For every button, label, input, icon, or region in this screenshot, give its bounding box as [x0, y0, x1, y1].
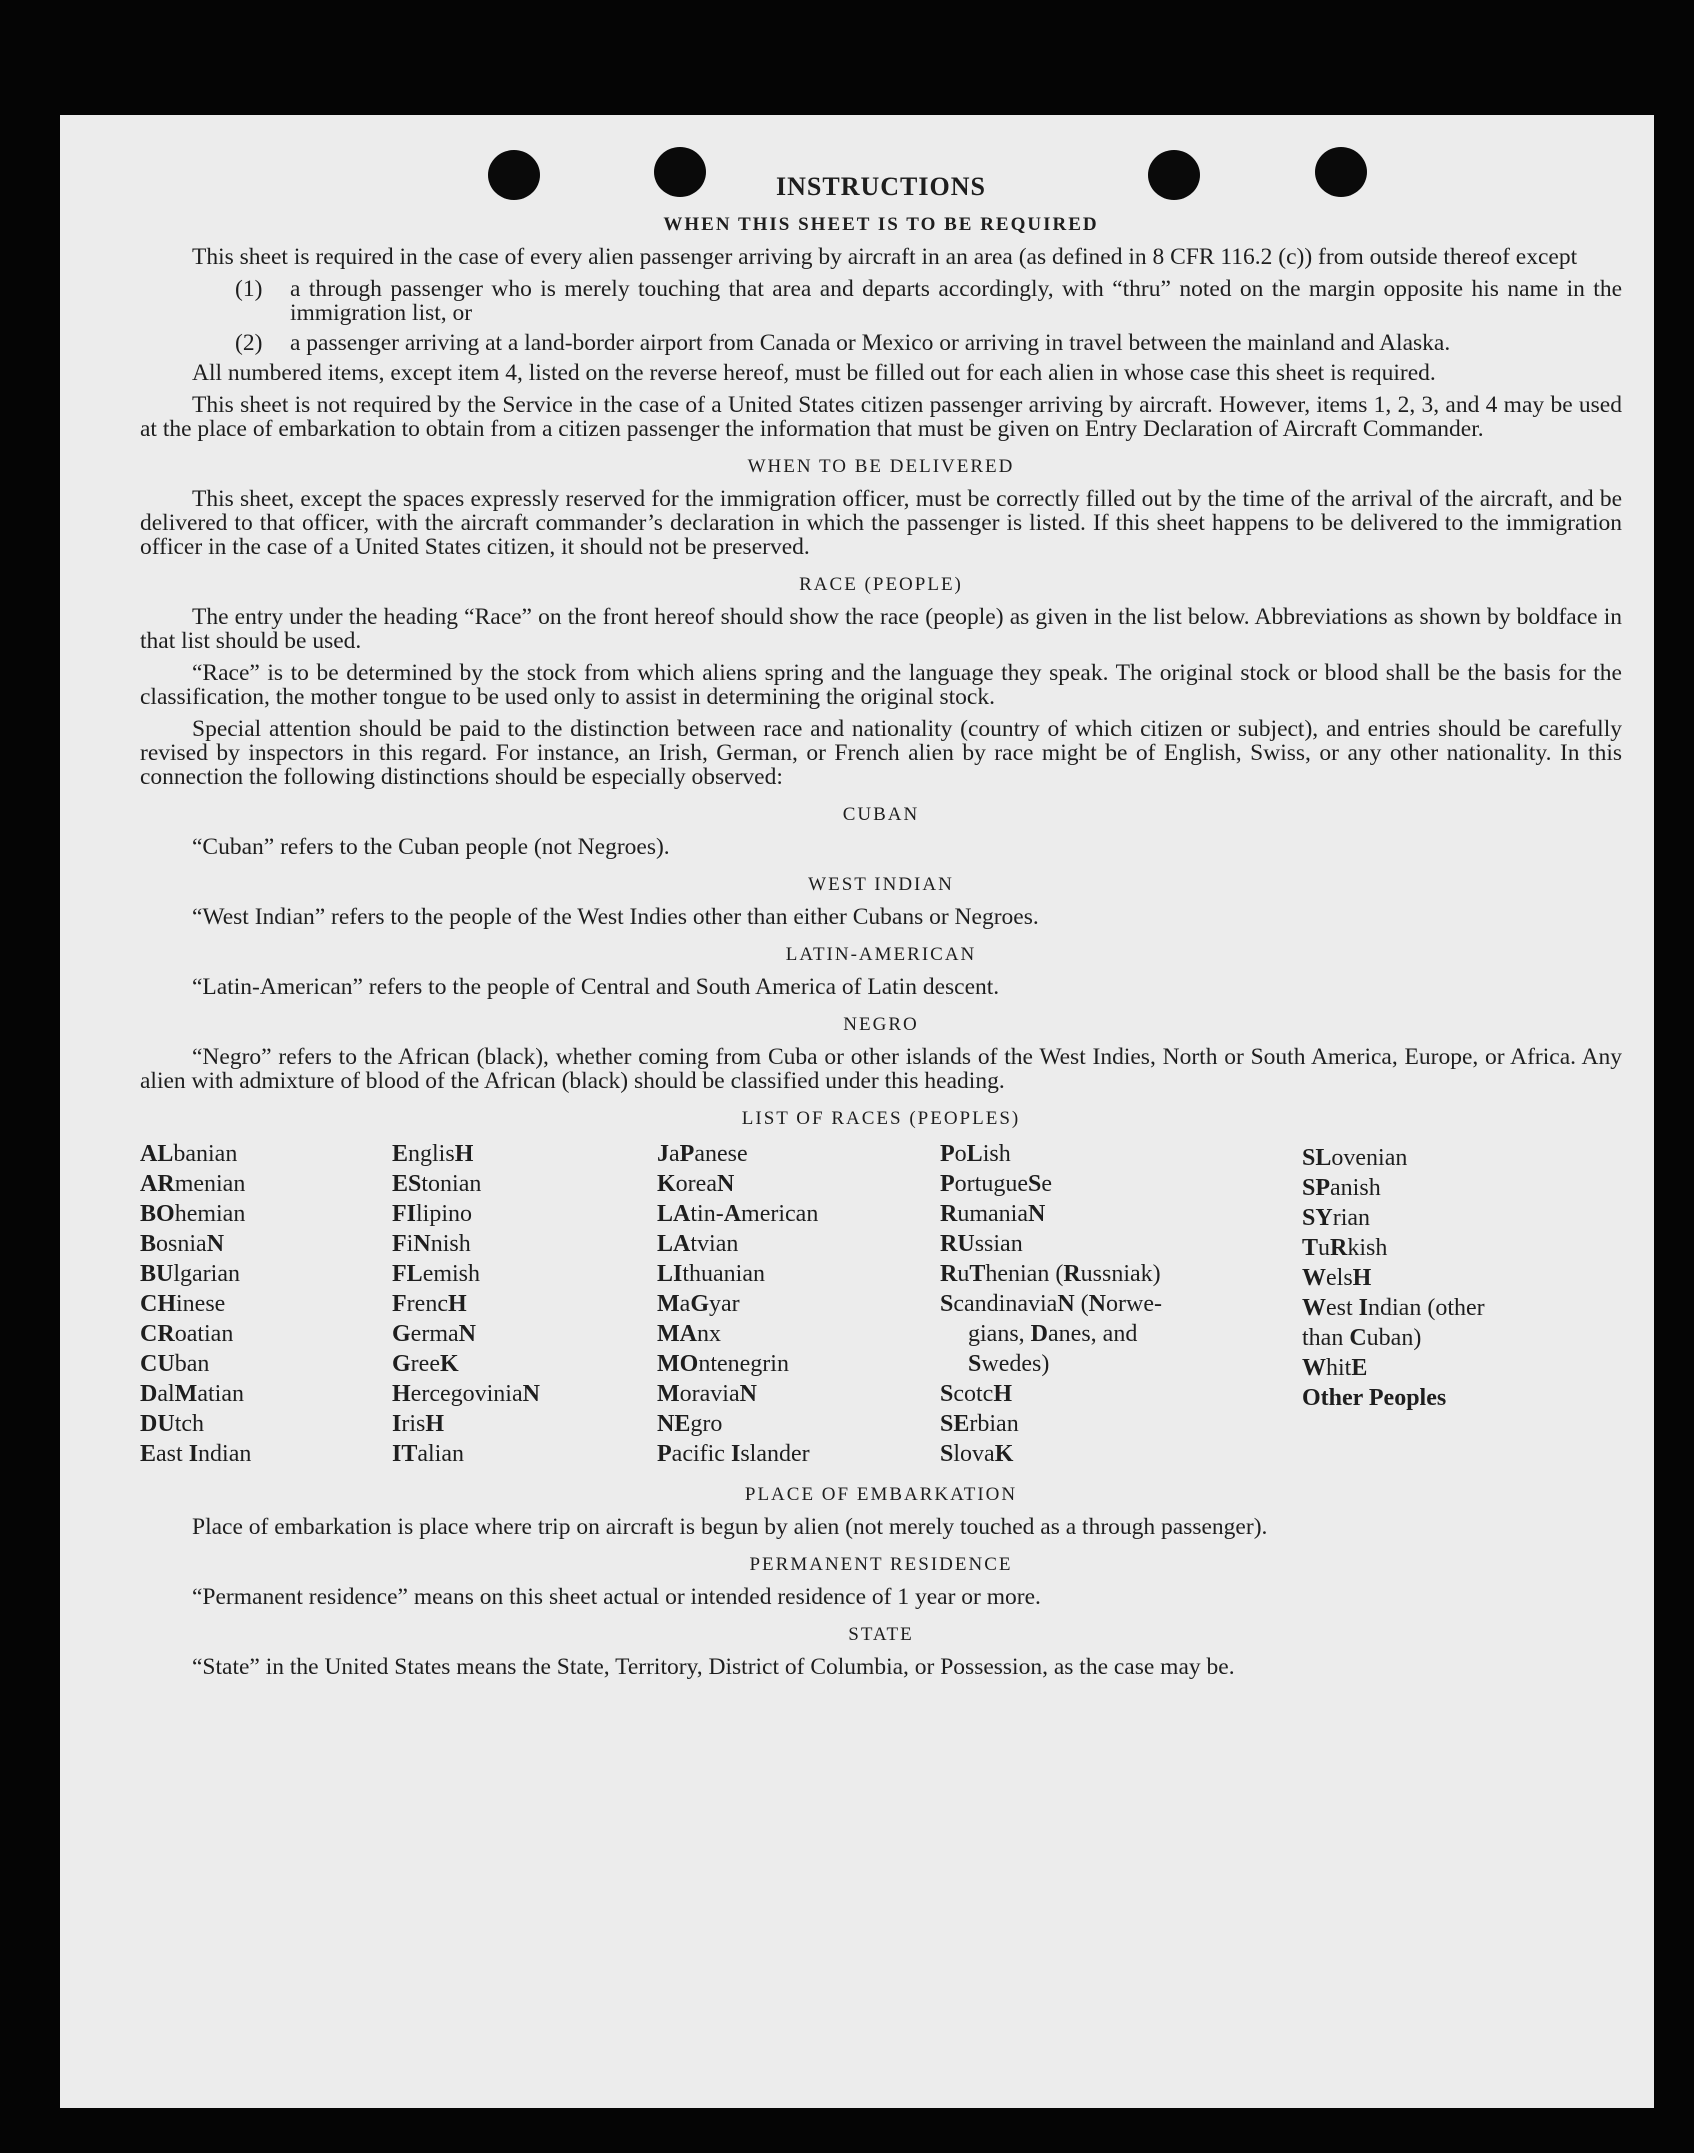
list-item: PoLish: [940, 1141, 1011, 1167]
heading-delivered: WHEN TO BE DELIVERED: [747, 456, 1015, 477]
list-item: gians, Danes, and: [968, 1321, 1138, 1347]
required-para2: All numbered items, except item 4, listed on the reverse hereof, must be filled out for each alien in whose case this sheet is required.: [192, 360, 1436, 386]
heading-negro: NEGRO: [843, 1014, 919, 1035]
list-item: NEgro: [657, 1411, 723, 1437]
heading-cuban: CUBAN: [842, 804, 920, 825]
heading-residence: PERMANENT RESIDENCE: [749, 1554, 1013, 1575]
list-item: ScotcH: [940, 1381, 1013, 1407]
list-item: CHinese: [140, 1291, 226, 1317]
races-column-4: [940, 1139, 1302, 1469]
list-item: West Indian (other: [1302, 1295, 1485, 1321]
list-item: GermaN: [392, 1321, 476, 1347]
list-item: CUban: [140, 1351, 210, 1377]
list-item: LAtvian: [657, 1231, 739, 1257]
list-item: WelsH: [1302, 1265, 1372, 1291]
list-item: GreeK: [392, 1351, 459, 1377]
west-indian-text: “West Indian” refers to the people of the West Indies other than either Cubans or Negroes.: [192, 904, 1039, 930]
list-item: ARmenian: [140, 1171, 246, 1197]
required-para3: This sheet is not required by the Service in the case of a United States citizen passenger arriving by aircraft. However, items 1, 2, 3, and 4 may be used at the place of embarkation to obtain from a citizen passenger the information that must be given on Entry Declaration of Aircraft Commander.: [140, 392, 1622, 442]
heading-west-indian: WEST INDIAN: [808, 874, 954, 895]
list-item: IrisH: [392, 1411, 445, 1437]
residence-text: “Permanent residence” means on this sheet actual or intended residence of 1 year or more.: [192, 1584, 1041, 1610]
list-item: FLemish: [392, 1261, 481, 1287]
list-item: JaPanese: [657, 1141, 748, 1167]
heading-list-of-races: LIST OF RACES (PEOPLES): [741, 1108, 1021, 1129]
list-item: MoraviaN: [657, 1381, 757, 1407]
list-item: Swedes): [968, 1351, 1050, 1377]
list-item: HercegoviniaN: [392, 1381, 540, 1407]
race-para3: Special attention should be paid to the distinction between race and nationality (country of which citizen or subject), and entries should be carefully revised by inspectors in this regard. For instance, an Irish, German, or French alien by race might be of English, Swiss, or any other nationality. In this connection the following distinctions should be especially observed:: [140, 716, 1622, 790]
heading-embarkation: PLACE OF EMBARKATION: [744, 1484, 1018, 1505]
delivered-text: This sheet, except the spaces expressly reserved for the immigration officer, must be correctly filled out by the time of the arrival of the aircraft, and be delivered to that officer, with the aircraft commander’s declaration in which the passenger is listed. If this sheet happens to be delivered to the immigration officer in the case of a United States citizen, it should not be preserved.: [140, 486, 1622, 560]
heading-race: RACE (PEOPLE): [799, 574, 963, 595]
cuban-text: “Cuban” refers to the Cuban people (not Negroes).: [192, 834, 670, 860]
list-item: Pacific Islander: [657, 1441, 810, 1467]
list-item: Other Peoples: [1302, 1385, 1447, 1411]
list-item: SYrian: [1302, 1205, 1371, 1231]
list-item: MOntenegrin: [657, 1351, 789, 1377]
latin-american-text: “Latin-American” refers to the people of Central and South America of Latin descent.: [192, 974, 1000, 1000]
races-column-2: [392, 1139, 657, 1469]
list-item: WhitE: [1302, 1355, 1368, 1381]
list-item: BosniaN: [140, 1231, 225, 1257]
list-item: RuThenian (Russniak): [940, 1261, 1161, 1287]
list-item: RUssian: [940, 1231, 1023, 1257]
races-column-5: [1302, 1139, 1592, 1469]
list-item: SPanish: [1302, 1175, 1381, 1201]
list-item: LAtin-American: [657, 1201, 819, 1227]
list-item: SLovenian: [1302, 1145, 1408, 1171]
instructions-content: [140, 172, 1622, 1687]
item-text: a passenger arriving at a land-border airport from Canada or Mexico or arriving in travel between the mainland and Alaska.: [290, 330, 1451, 356]
races-column-3: [657, 1139, 940, 1469]
list-item: [140, 277, 1622, 325]
race-para1: The entry under the heading “Race” on the front hereof should show the race (people) as given in the list below. Abbreviations as shown by boldface in that list should be used.: [140, 604, 1622, 654]
list-item: ScandinaviaN (Norwe-: [940, 1291, 1162, 1317]
heading-required: WHEN THIS SHEET IS TO BE REQUIRED: [663, 214, 1099, 235]
list-item: FIlipino: [392, 1201, 473, 1227]
document-page: [60, 115, 1654, 2108]
list-item: DUtch: [140, 1411, 205, 1437]
list-item: East Indian: [140, 1441, 252, 1467]
page-title: INSTRUCTIONS: [776, 172, 986, 201]
list-item: FrencH: [392, 1291, 467, 1317]
list-item: than Cuban): [1302, 1325, 1422, 1351]
races-list: [140, 1139, 1622, 1469]
negro-text: “Negro” refers to the African (black), whether coming from Cuba or other islands of the West Indies, North or South America, Europe, or Africa. Any alien with admixture of blood of the African (black) should be classified under this heading.: [140, 1044, 1622, 1094]
heading-latin-american: LATIN-AMERICAN: [785, 944, 977, 965]
list-item: RumaniaN: [940, 1201, 1046, 1227]
list-item: LIthuanian: [657, 1261, 765, 1287]
embarkation-text: Place of embarkation is place where trip on aircraft is begun by alien (not merely touched as a through passenger).: [192, 1514, 1268, 1540]
item-number: (2): [235, 330, 263, 356]
list-item: PortugueSe: [940, 1171, 1052, 1197]
required-intro: This sheet is required in the case of every alien passenger arriving by aircraft in an area (as defined in 8 CFR 116.2 (c)) from outside thereof except: [192, 244, 1578, 270]
list-item: BUlgarian: [140, 1261, 240, 1287]
list-item: FiNnish: [392, 1231, 471, 1257]
list-item: KoreaN: [657, 1171, 735, 1197]
item-number: (1): [235, 276, 263, 302]
heading-state: STATE: [848, 1624, 914, 1645]
list-item: EnglisH: [392, 1141, 474, 1167]
list-item: BOhemian: [140, 1201, 246, 1227]
list-item: SlovaK: [940, 1441, 1014, 1467]
state-text: “State” in the United States means the State, Territory, District of Columbia, or Possession, as the case may be.: [192, 1654, 1235, 1680]
list-item: SErbian: [940, 1411, 1019, 1437]
races-column-1: [140, 1139, 392, 1469]
list-item: DalMatian: [140, 1381, 244, 1407]
race-para2: “Race” is to be determined by the stock from which aliens spring and the language they speak. The original stock or blood shall be the basis for the classification, the mother tongue to be used only to assist in determining the original stock.: [140, 660, 1622, 710]
list-item: CRoatian: [140, 1321, 234, 1347]
list-item: ITalian: [392, 1441, 464, 1467]
list-item: MAnx: [657, 1321, 721, 1347]
list-item: ALbanian: [140, 1141, 238, 1167]
list-item: MaGyar: [657, 1291, 740, 1317]
item-text: a through passenger who is merely touching that area and departs accordingly, with “thru” noted on the margin opposite his name in the immigration list, or: [290, 276, 1622, 326]
list-item: TuRkish: [1302, 1235, 1388, 1261]
list-item: EStonian: [392, 1171, 482, 1197]
list-item: [140, 331, 1622, 355]
